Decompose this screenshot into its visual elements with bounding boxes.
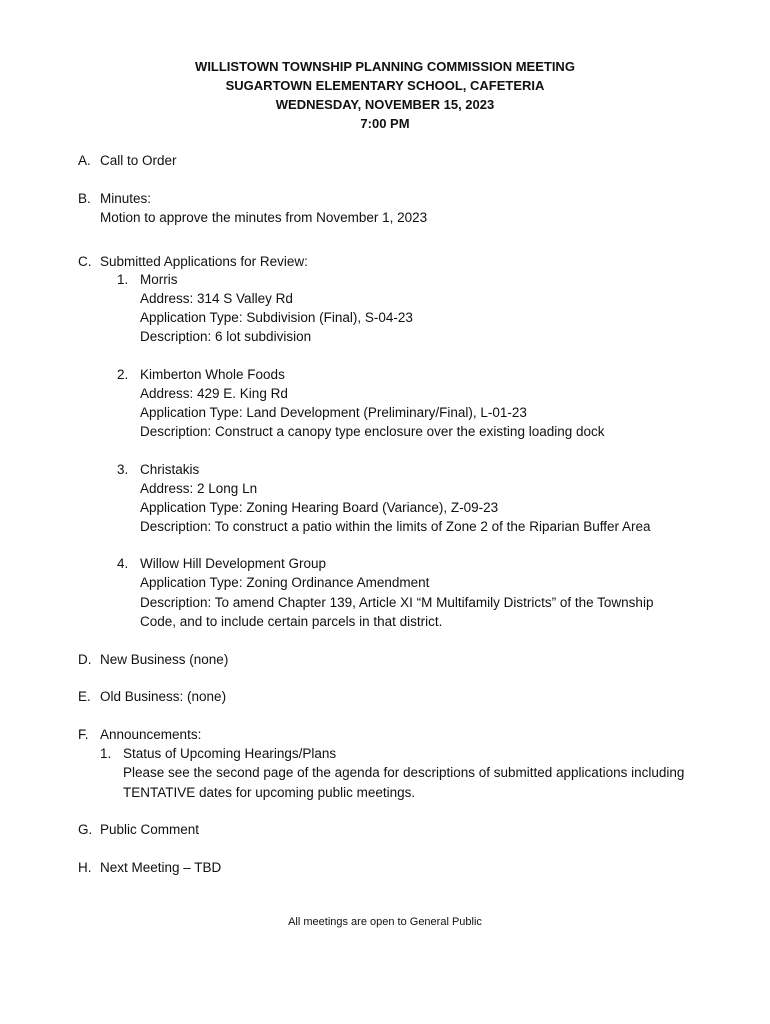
announcement-text-cont: TENTATIVE dates for upcoming public meetings. [123,785,416,800]
agenda-item-new-business: New Business (none) [100,652,229,667]
agenda-item-applications-title: Submitted Applications for Review: [100,254,308,269]
meeting-location: SUGARTOWN ELEMENTARY SCHOOL, CAFETERIA [225,78,545,93]
footer-note: All meetings are open to General Public [288,916,482,928]
application-name: Kimberton Whole Foods [140,367,285,382]
announcement-text: Please see the second page of the agenda for descriptions of submitted applications including [123,765,685,780]
application-address: Address: 2 Long Ln [140,481,258,496]
agenda-marker-h: H. [78,860,92,875]
application-name: Morris [140,272,178,287]
application-description: Description: To amend Chapter 139, Article XI “M Multifamily Districts” of the Township [140,595,654,610]
application-type: Application Type: Subdivision (Final), S-04-23 [140,310,413,325]
application-description: Description: 6 lot subdivision [140,329,312,344]
application-type: Application Type: Zoning Hearing Board (Variance), Z-09-23 [140,500,499,515]
application-description: Description: Construct a canopy type enclosure over the existing loading dock [140,424,605,439]
agenda-marker-a: A. [78,153,91,168]
announcement-title: Status of Upcoming Hearings/Plans [123,746,337,761]
application-address: Address: 429 E. King Rd [140,386,288,401]
application-marker-2: 2. [117,367,129,382]
agenda-item-next-meeting: Next Meeting – TBD [100,860,222,875]
announcement-marker-1: 1. [100,746,112,761]
application-type: Application Type: Land Development (Preliminary/Final), L-01-23 [140,405,527,420]
agenda-item-minutes-title: Minutes: [100,191,152,206]
application-description-cont: Code, and to include certain parcels in that district. [140,614,443,629]
agenda-marker-c: C. [78,254,92,269]
agenda-item-announcements-title: Announcements: [100,727,202,742]
agenda-marker-g: G. [78,822,93,837]
agenda-marker-f: F. [78,727,89,742]
agenda-item-public-comment: Public Comment [100,822,200,837]
meeting-date: WEDNESDAY, NOVEMBER 15, 2023 [275,97,495,112]
agenda-item-minutes-text: Motion to approve the minutes from November 1, 2023 [100,210,428,225]
application-marker-3: 3. [117,462,129,477]
application-marker-1: 1. [117,272,129,287]
meeting-time: 7:00 PM [360,116,410,131]
agenda-marker-d: D. [78,652,92,667]
application-name: Christakis [140,462,200,477]
meeting-title: WILLISTOWN TOWNSHIP PLANNING COMMISSION MEETING [195,59,575,74]
application-marker-4: 4. [117,556,129,571]
agenda-marker-b: B. [78,191,91,206]
agenda-item-call-to-order: Call to Order [100,153,177,168]
agenda-item-old-business: Old Business: (none) [100,689,227,704]
application-address: Address: 314 S Valley Rd [140,291,293,306]
application-name: Willow Hill Development Group [140,556,327,571]
agenda-marker-e: E. [78,689,91,704]
application-type: Application Type: Zoning Ordinance Amendment [140,575,430,590]
application-description: Description: To construct a patio within the limits of Zone 2 of the Riparian Buffer Area [140,519,651,534]
